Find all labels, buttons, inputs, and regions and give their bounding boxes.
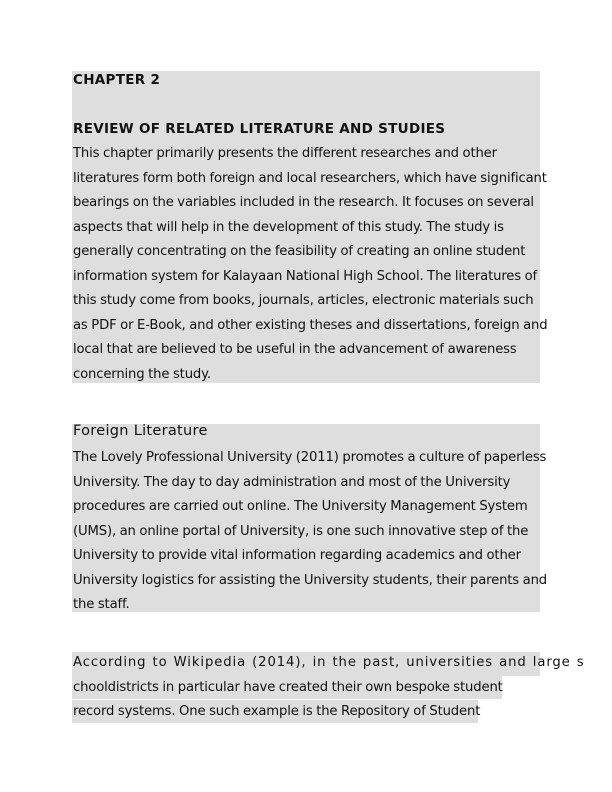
intro-line: as PDF or E-Book, and other existing theses and dissertations, foreign and: [73, 317, 548, 333]
foreign-line: The Lovely Professional University (2011) promotes a culture of paperless: [73, 450, 547, 465]
intro-line: bearings on the variables included in the research. It focuses on several: [73, 195, 534, 210]
foreign-line: (UMS), an online portal of University, is one such innovative step of the: [73, 523, 529, 539]
intro-line: this study come from books, journals, articles, electronic materials such: [73, 293, 534, 308]
chapter-title: CHAPTER 2: [73, 72, 161, 88]
foreign-line: University to provide vital information regarding academics and other: [73, 548, 521, 563]
intro-line: concerning the study.: [73, 366, 211, 382]
intro-line: generally concentrating on the feasibility of creating an online student: [73, 244, 526, 259]
foreign-line: the staff.: [73, 597, 130, 612]
wiki-line: According to Wikipedia (2014), in the past, universities and large s: [73, 655, 585, 670]
intro-line: information system for Kalayaan National High School. The literatures of: [73, 268, 538, 284]
intro-line: aspects that will help in the development of this study. The study is: [73, 219, 504, 235]
wiki-line: chooldistricts in particular have created their own bespoke student: [73, 679, 503, 695]
foreign-line: University. The day to day administration and most of the University: [73, 474, 511, 490]
wiki-line: record systems. One such example is the Repository of Student: [73, 704, 481, 719]
intro-line: This chapter primarily presents the different researches and other: [73, 146, 497, 161]
foreign-literature-heading: Foreign Literature: [73, 423, 208, 439]
section-title: REVIEW OF RELATED LITERATURE AND STUDIES: [73, 121, 446, 137]
foreign-line: University logistics for assisting the University students, their parents and: [73, 572, 548, 588]
intro-line: literatures form both foreign and local researchers, which have significant: [73, 170, 547, 186]
intro-line: local that are believed to be useful in the advancement of awareness: [73, 342, 517, 357]
foreign-line: procedures are carried out online. The University Management System: [73, 499, 528, 514]
